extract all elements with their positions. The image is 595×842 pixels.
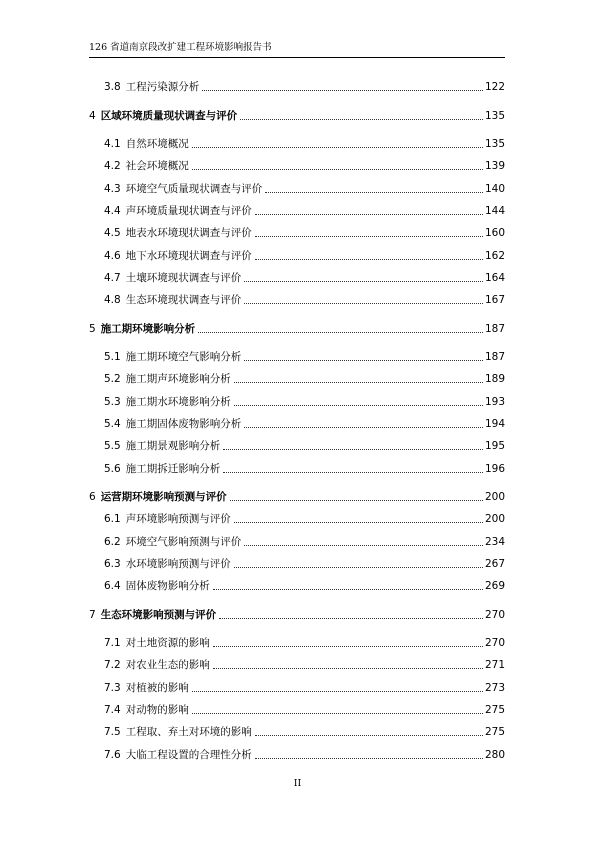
toc-entry-title: 对植被的影响	[125, 682, 189, 694]
toc-section-entry[interactable]	[104, 531, 505, 549]
toc-entry-page: 275	[484, 726, 505, 738]
toc-entry-number: 4.2	[104, 160, 121, 172]
dot-leader	[255, 236, 483, 237]
toc-entry-number: 4.7	[104, 272, 121, 284]
toc-entry-page: 234	[484, 536, 505, 548]
toc-section-entry[interactable]	[104, 413, 505, 431]
running-header: 126 省道南京段改扩建工程环境影响报告书	[89, 42, 272, 53]
toc-entry-title: 工程污染源分析	[125, 81, 200, 93]
toc-section-entry[interactable]	[104, 391, 505, 409]
toc-entry-page: 140	[484, 183, 505, 195]
dot-leader	[223, 449, 483, 450]
toc-entry-page: 275	[484, 704, 505, 716]
toc-entry-title: 对动物的影响	[125, 704, 189, 716]
toc-entry-page: 280	[484, 749, 505, 761]
toc-entry-page: 164	[484, 272, 505, 284]
toc-entry-title: 施工期声环境影响分析	[125, 373, 231, 385]
toc-entry-number: 3.8	[104, 81, 121, 93]
dot-leader	[192, 713, 483, 714]
toc-entry-title: 对土地资源的影响	[125, 637, 210, 649]
dot-leader	[255, 758, 483, 759]
toc-entry-title: 水环境影响预测与评价	[125, 558, 231, 570]
dot-leader	[234, 567, 483, 568]
page-number: II	[293, 778, 302, 789]
toc-entry-page: 200	[484, 513, 505, 525]
toc-entry-number: 5.2	[104, 373, 121, 385]
toc-entry-title: 土壤环境现状调查与评价	[125, 272, 242, 284]
toc-entry-number: 5.4	[104, 418, 121, 430]
toc-section-entry[interactable]	[104, 654, 505, 672]
toc-entry-number: 5.5	[104, 440, 121, 452]
toc-entry-title: 工程取、弃土对环境的影响	[125, 726, 252, 738]
toc-entry-title: 对农业生态的影响	[125, 659, 210, 671]
toc-entry-number: 4	[89, 110, 96, 122]
toc-entry-page: 269	[484, 580, 505, 592]
toc-entry-page: 200	[484, 491, 505, 503]
toc-entry-title: 施工期固体废物影响分析	[125, 418, 242, 430]
toc-entry-title: 区域环境质量现状调查与评价	[100, 110, 238, 122]
toc-entry-title: 环境空气影响预测与评价	[125, 536, 242, 548]
dot-leader	[234, 382, 483, 383]
toc-entry-page: 193	[484, 396, 505, 408]
toc-entry-page: 187	[484, 351, 505, 363]
toc-section-entry[interactable]	[104, 632, 505, 650]
toc-entry-title: 地下水环境现状调查与评价	[125, 250, 252, 262]
toc-entry-title: 施工期拆迁影响分析	[125, 463, 221, 475]
toc-entry-number: 6.1	[104, 513, 121, 525]
toc-section-entry[interactable]	[104, 289, 505, 307]
toc-entry-number: 5.6	[104, 463, 121, 475]
toc-entry-title: 生态环境现状调查与评价	[125, 294, 242, 306]
toc-entry-title: 施工期环境影响分析	[100, 323, 196, 335]
toc-entry-number: 4.8	[104, 294, 121, 306]
toc-section-entry[interactable]	[104, 222, 505, 240]
toc-entry-number: 4.1	[104, 138, 121, 150]
dot-leader	[244, 303, 483, 304]
toc-entry-page: 270	[484, 637, 505, 649]
toc-section-entry[interactable]	[104, 721, 505, 739]
toc-section-entry[interactable]	[104, 553, 505, 571]
toc-section-entry[interactable]	[104, 575, 505, 593]
toc-entry-title: 社会环境概况	[125, 160, 189, 172]
toc-entry-title: 自然环境概况	[125, 138, 189, 150]
dot-leader	[223, 472, 483, 473]
toc-section-entry[interactable]	[104, 368, 505, 386]
dot-leader	[202, 90, 483, 91]
dot-leader	[213, 668, 483, 669]
toc-entry-number: 7.6	[104, 749, 121, 761]
header-rule	[89, 57, 505, 58]
toc-entry-page: 187	[484, 323, 505, 335]
toc-entry-title: 地表水环境现状调查与评价	[125, 227, 252, 239]
dot-leader	[192, 147, 483, 148]
toc-entry-page: 194	[484, 418, 505, 430]
toc-section-entry[interactable]	[104, 346, 505, 364]
dot-leader	[213, 646, 483, 647]
toc-entry-page: 196	[484, 463, 505, 475]
toc-entry-number: 7.1	[104, 637, 121, 649]
dot-leader	[198, 332, 483, 333]
toc-section-entry[interactable]	[104, 508, 505, 526]
toc-section-entry[interactable]	[104, 133, 505, 151]
toc-entry-number: 4.4	[104, 205, 121, 217]
dot-leader	[219, 618, 483, 619]
toc-entry-page: 189	[484, 373, 505, 385]
toc-entry-number: 6	[89, 491, 96, 503]
dot-leader	[255, 259, 483, 260]
toc-entry-title: 环境空气质量现状调查与评价	[125, 183, 263, 195]
toc-entry-page: 271	[484, 659, 505, 671]
toc-section-entry[interactable]	[104, 267, 505, 285]
toc-entry-number: 6.4	[104, 580, 121, 592]
toc-entry-number: 5.3	[104, 396, 121, 408]
toc-chapter-entry[interactable]	[89, 105, 505, 123]
toc-entry-title: 运营期环境影响预测与评价	[100, 491, 227, 503]
toc-entry-page: 160	[484, 227, 505, 239]
toc-entry-number: 4.6	[104, 250, 121, 262]
toc-entry-number: 4.3	[104, 183, 121, 195]
toc-entry-page: 162	[484, 250, 505, 262]
toc-entry-number: 6.3	[104, 558, 121, 570]
dot-leader	[244, 281, 483, 282]
dot-leader	[255, 735, 483, 736]
toc-chapter-entry[interactable]	[89, 318, 505, 336]
toc-entry-page: 273	[484, 682, 505, 694]
toc-entry-number: 6.2	[104, 536, 121, 548]
toc-entry-title: 施工期环境空气影响分析	[125, 351, 242, 363]
toc-entry-title: 生态环境影响预测与评价	[100, 609, 217, 621]
toc-entry-page: 270	[484, 609, 505, 621]
toc-section-entry[interactable]	[104, 76, 505, 94]
dot-leader	[234, 405, 483, 406]
dot-leader	[265, 192, 483, 193]
dot-leader	[244, 545, 483, 546]
toc-section-entry[interactable]	[104, 155, 505, 173]
toc-entry-page: 144	[484, 205, 505, 217]
toc-entry-number: 5.1	[104, 351, 121, 363]
toc-section-entry[interactable]	[104, 677, 505, 695]
toc-entry-number: 7.3	[104, 682, 121, 694]
toc-entry-number: 7.4	[104, 704, 121, 716]
dot-leader	[213, 589, 483, 590]
toc-section-entry[interactable]	[104, 200, 505, 218]
toc-entry-title: 大临工程设置的合理性分析	[125, 749, 252, 761]
toc-section-entry[interactable]	[104, 245, 505, 263]
toc-entry-number: 7	[89, 609, 96, 621]
toc-entry-page: 195	[484, 440, 505, 452]
toc-entry-number: 5	[89, 323, 96, 335]
toc-entry-page: 135	[484, 110, 505, 122]
toc-entry-number: 7.2	[104, 659, 121, 671]
toc-entry-title: 固体废物影响分析	[125, 580, 210, 592]
toc-chapter-entry[interactable]	[89, 486, 505, 504]
toc-entry-title: 施工期景观影响分析	[125, 440, 221, 452]
toc-entry-number: 4.5	[104, 227, 121, 239]
toc-section-entry[interactable]	[104, 178, 505, 196]
toc-section-entry[interactable]	[104, 744, 505, 762]
toc-entry-page: 267	[484, 558, 505, 570]
toc-entry-title: 施工期水环境影响分析	[125, 396, 231, 408]
dot-leader	[244, 360, 483, 361]
toc-section-entry[interactable]	[104, 435, 505, 453]
toc-entry-number: 7.5	[104, 726, 121, 738]
dot-leader	[192, 169, 483, 170]
dot-leader	[192, 691, 483, 692]
toc-entry-page: 135	[484, 138, 505, 150]
toc-section-entry[interactable]	[104, 699, 505, 717]
toc-entry-page: 167	[484, 294, 505, 306]
dot-leader	[230, 500, 483, 501]
dot-leader	[255, 214, 483, 215]
dot-leader	[244, 427, 483, 428]
toc-entry-page: 122	[484, 81, 505, 93]
toc-entry-title: 声环境质量现状调查与评价	[125, 205, 252, 217]
dot-leader	[240, 119, 483, 120]
toc-section-entry[interactable]	[104, 458, 505, 476]
toc-entry-page: 139	[484, 160, 505, 172]
dot-leader	[234, 522, 483, 523]
toc-entry-title: 声环境影响预测与评价	[125, 513, 231, 525]
toc-chapter-entry[interactable]	[89, 604, 505, 622]
